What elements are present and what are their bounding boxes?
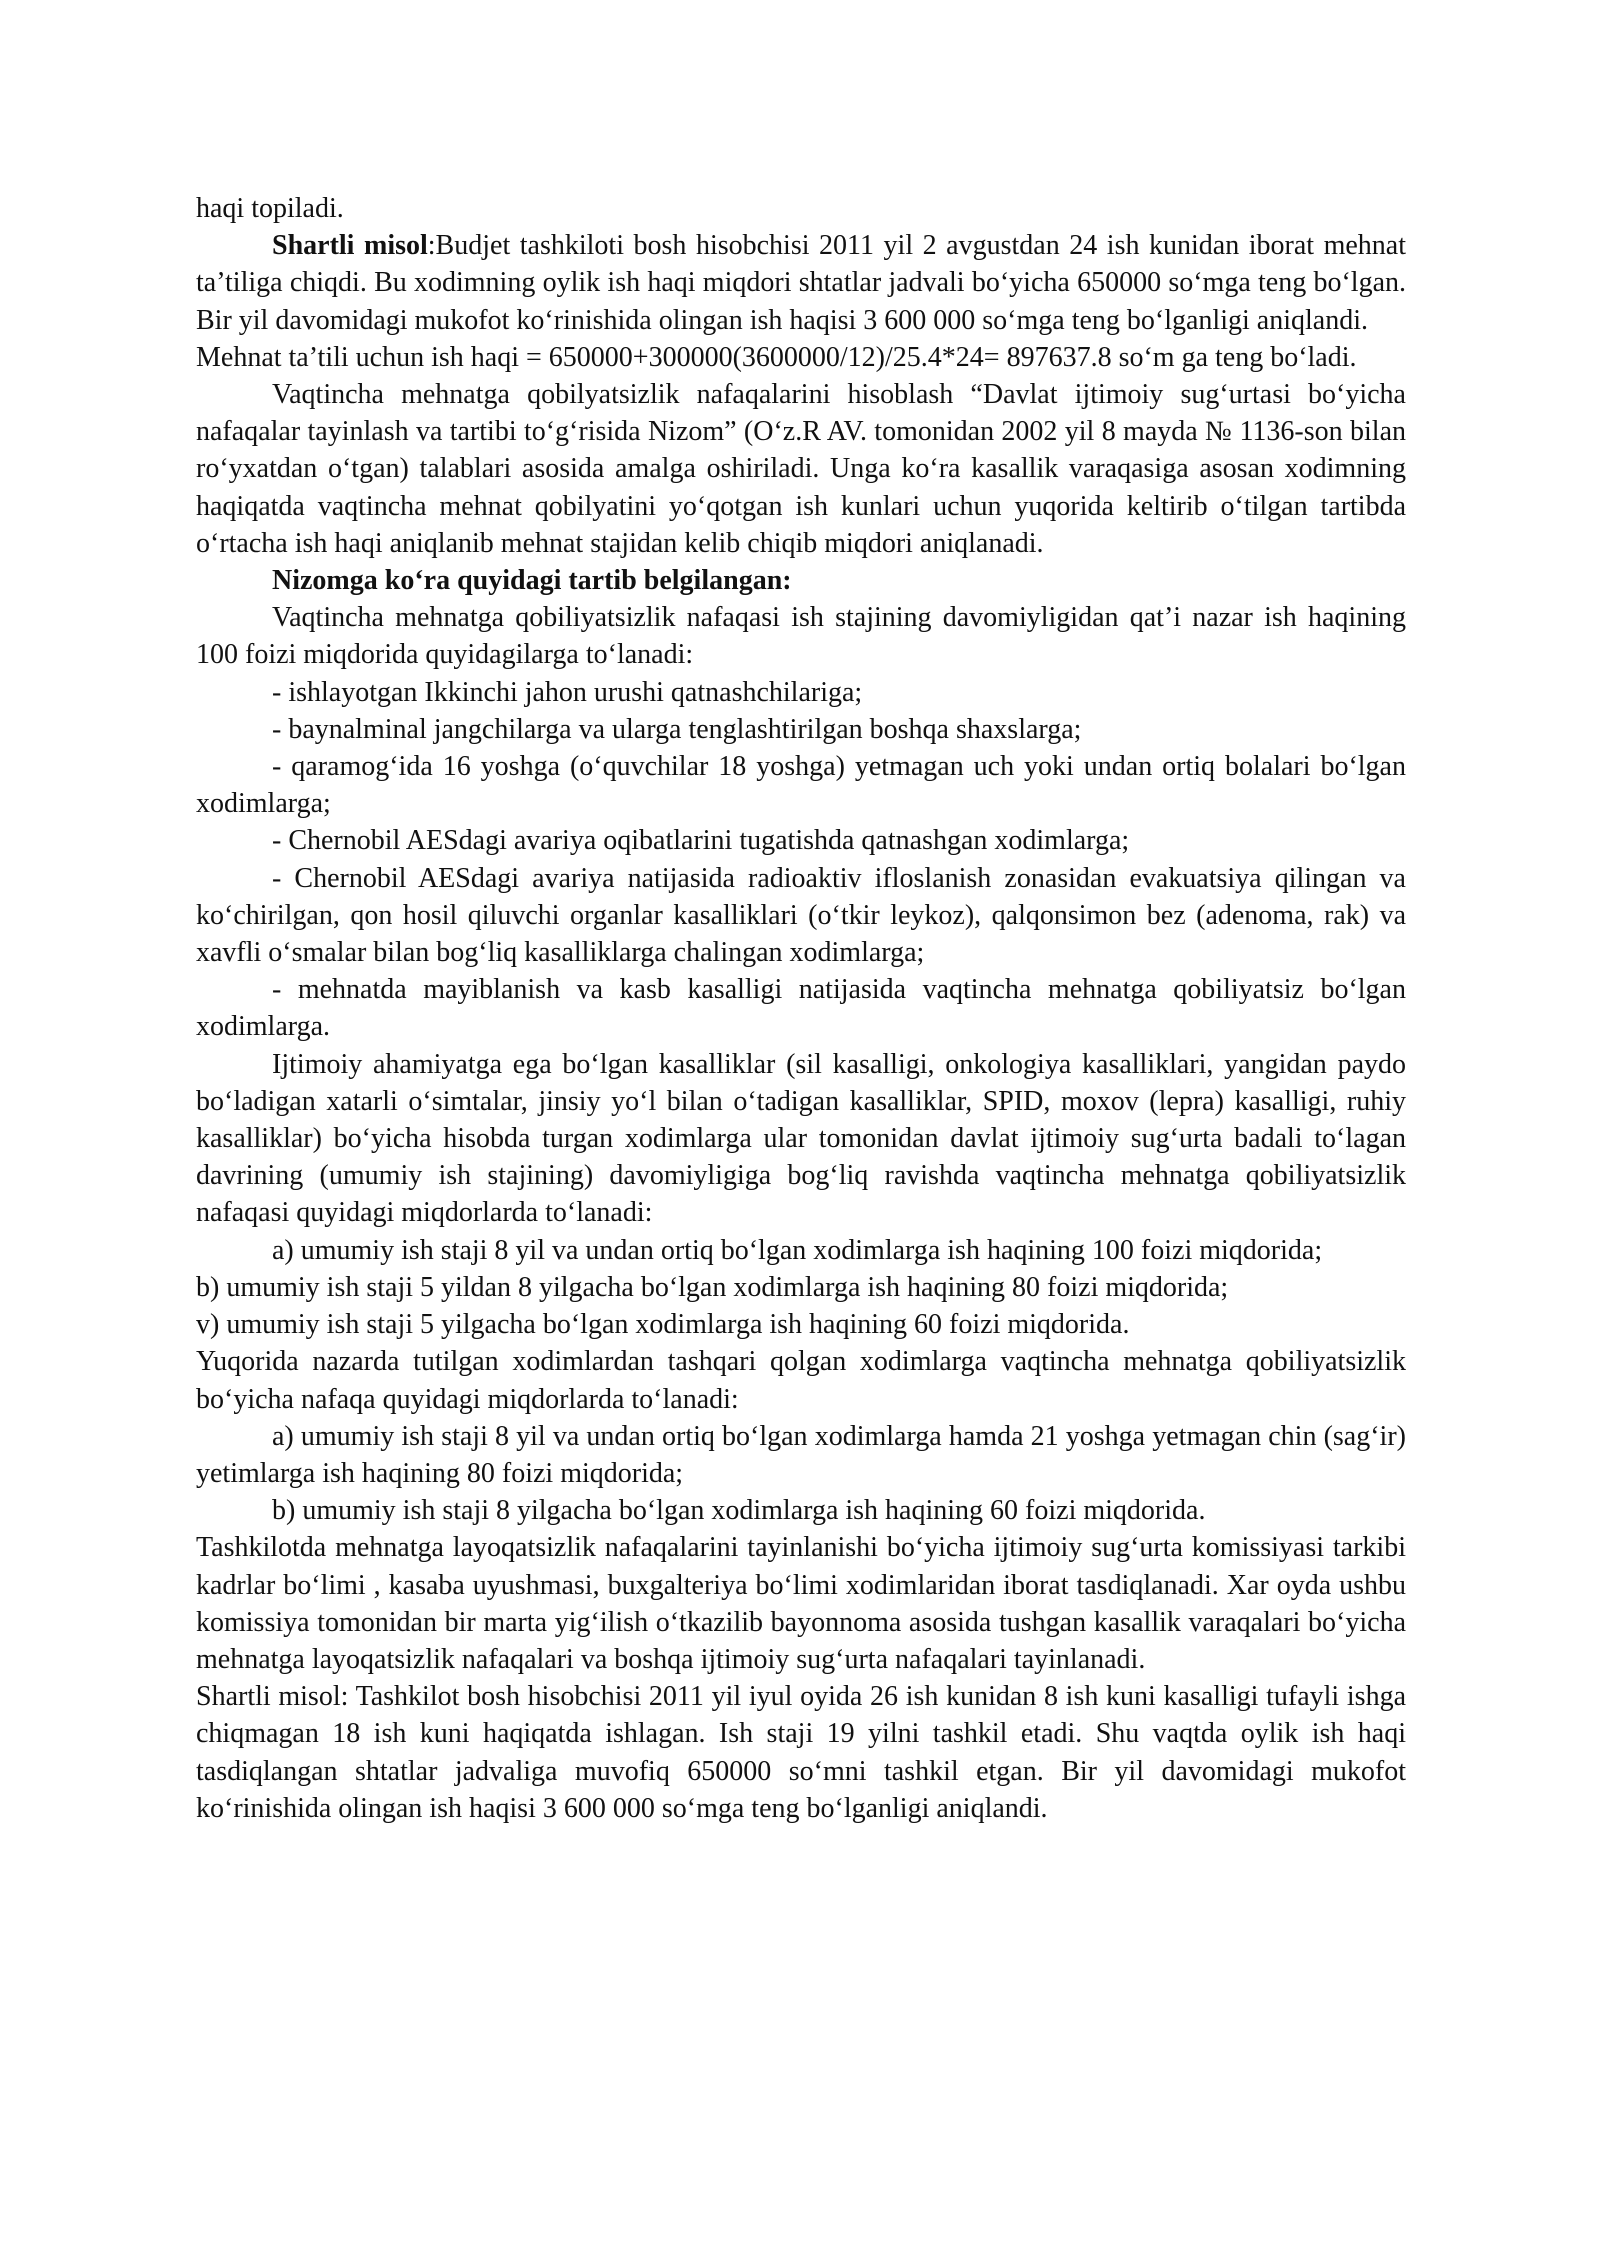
list-item: a) umumiy ish staji 8 yil va undan ortiq bo‘lgan xodimlarga ish haqining 100 foizi miqdorida;: [272, 1234, 1323, 1266]
list-item: b) umumiy ish staji 5 yildan 8 yilgacha bo‘lgan xodimlarga ish haqining 80 foizi miqdorida;: [196, 1271, 1229, 1303]
paragraph-intro-tail: haqi topiladi.: [196, 193, 344, 224]
list-item: - Chernobil AESdagi avariya oqibatlarini tugatishda qatnashgan xodimlarga;: [272, 825, 1130, 857]
list-item: - ishlayotgan Ikkinchi jahon urushi qatnashchilariga;: [272, 676, 863, 708]
list-item: - mehnatda mayiblanish va kasb kasalligi natijasida vaqtincha mehnatga qobiliyatsiz bo‘lgan xodimlarga.: [196, 974, 1406, 1043]
list-item: - qaramog‘ida 16 yoshga (o‘quvchilar 18 yoshga) yetmagan uch yoki undan ortiq bolalari bo‘lgan xodimlarga;: [196, 751, 1406, 820]
document-page: [196, 190, 1406, 1827]
paragraph-social-diseases: Ijtimoiy ahamiyatga ega bo‘lgan kasalliklar (sil kasalligi, onkologiya kasalliklari, yangidan paydo bo‘ladigan xatarli o‘simtalar, jinsiy yo‘l bilan o‘tadigan kasalliklar, SPID, moxov (lepra) kasalligi, ruhiy kasalliklar) bo‘yicha hisobda turgan xodimlarga ular tomonidan davlat ijtimoiy sug‘urta badali to‘lagan davrining (umumiy ish stajining) davomiyligiga bog‘liq ravishda vaqtincha mehnatga qobiliyatsizlik nafaqasi quyidagi miqdorlarda to‘lanadi:: [196, 1048, 1406, 1229]
section-heading: Nizomga ko‘ra quyidagi tartib belgilangan:: [272, 565, 792, 597]
list-item: - baynalminal jangchilarga va ularga tenglashtirilgan boshqa shaxslarga;: [272, 713, 1082, 745]
list-item: v) umumiy ish staji 5 yilgacha bo‘lgan xodimlarga ish haqining 60 foizi miqdorida.: [196, 1309, 1130, 1341]
example-text: :Budjet tashkiloti bosh hisobchisi 2011 yil 2 avgustdan 24 ish kunidan iborat mehnat ta’tiliga chiqdi. Bu xodimning oylik ish haqi miqdori shtatlar jadvali bo‘yicha 650000 so‘mga teng bo‘lgan. Bir yil davomidagi mukofot ko‘rinishida olingan ish haqisi 3 600 000 so‘mga teng bo‘lganligi aniqlandi.: [196, 230, 1407, 336]
paragraph-example-sick-leave: Shartli misol: Tashkilot bosh hisobchisi 2011 yil iyul oyida 26 ish kunidan 8 ish kuni kasalligi tufayli ishga chiqmagan 18 ish kuni haqiqatda ishlagan. Ish staji 19 yilni tashkil etadi. Shu vaqtda oylik ish haqi tasdiqlangan shtatlar jadvaliga muvofiq 650000 so‘mni tashkil etgan. Bir yil davomidagi mukofot ko‘rinishida olingan ish haqisi 3 600 000 so‘mga teng bo‘lganligi aniqlandi.: [196, 1681, 1406, 1824]
paragraph-full-benefit: Vaqtincha mehnatga qobiliyatsizlik nafaqasi ish stajining davomiyligidan qat’i nazar ish haqining 100 foizi miqdorida quyidagilarga to‘lanadi:: [196, 602, 1406, 671]
paragraph-commission: Tashkilotda mehnatga layoqatsizlik nafaqalarini tayinlanishi bo‘yicha ijtimoiy sug‘urta komissiyasi tarkibi kadrlar bo‘limi , kasaba uyushmasi, buxgalteriya bo‘limi xodimlaridan iborat tasdiqlanadi. Xar oyda ushbu komissiya tomonidan bir marta yig‘ilish o‘tkazilib bayonnoma asosida tushgan kasallik varaqalari bo‘yicha mehnatga layoqatsizlik nafaqalari va boshqa ijtimoiy sug‘urta nafaqalari tayinlanadi.: [196, 1532, 1406, 1675]
paragraph-example-vacation: [196, 227, 1406, 339]
paragraph-other-employees: Yuqorida nazarda tutilgan xodimlardan tashqari qolgan xodimlarga vaqtincha mehnatga qobiliyatsizlik bo‘yicha nafaqa quyidagi miqdorlarda to‘lanadi:: [196, 1346, 1406, 1415]
paragraph-benefit-calculation: Vaqtincha mehnatga qobilyatsizlik nafaqalarini hisoblash “Davlat ijtimoiy sug‘urtasi bo‘yicha nafaqalar tayinlash va tartibi to‘g‘risida Nizom” (O‘z.R AV. tomonidan 2002 yil 8 mayda № 1136-son bilan ro‘yxatdan o‘tgan) talablari asosida amalga oshiriladi. Unga ko‘ra kasallik varaqasiga asosan xodimning haqiqatda vaqtincha mehnat qobilyatini yo‘qotgan ish kunlari uchun yuqorida keltirib o‘tilgan tartibda o‘rtacha ish haqi aniqlanib mehnat stajidan kelib chiqib miqdori aniqlanadi.: [196, 379, 1406, 559]
list-item: a) umumiy ish staji 8 yil va undan ortiq bo‘lgan xodimlarga hamda 21 yoshga yetmagan chin (sag‘ir) yetimlarga ish haqining 80 foizi miqdorida;: [196, 1420, 1406, 1489]
list-item: - Chernobil AESdagi avariya natijasida radioaktiv ifloslanish zonasidan evakuatsiya qilingan va ko‘chirilgan, qon hosil qiluvchi organlar kasalliklari (o‘tkir leykoz), qalqonsimon bez (adenoma, rak) va xavfli o‘smalar bilan bog‘liq kasalliklarga chalingan xodimlarga;: [196, 862, 1406, 969]
paragraph-vacation-formula: Mehnat ta’tili uchun ish haqi = 650000+300000(3600000/12)/25.4*24= 897637.8 so‘m ga teng bo‘ladi.: [196, 341, 1357, 373]
example-label: Shartli misol: [272, 230, 428, 262]
list-item: b) umumiy ish staji 8 yilgacha bo‘lgan xodimlarga ish haqining 60 foizi miqdorida.: [272, 1495, 1206, 1527]
